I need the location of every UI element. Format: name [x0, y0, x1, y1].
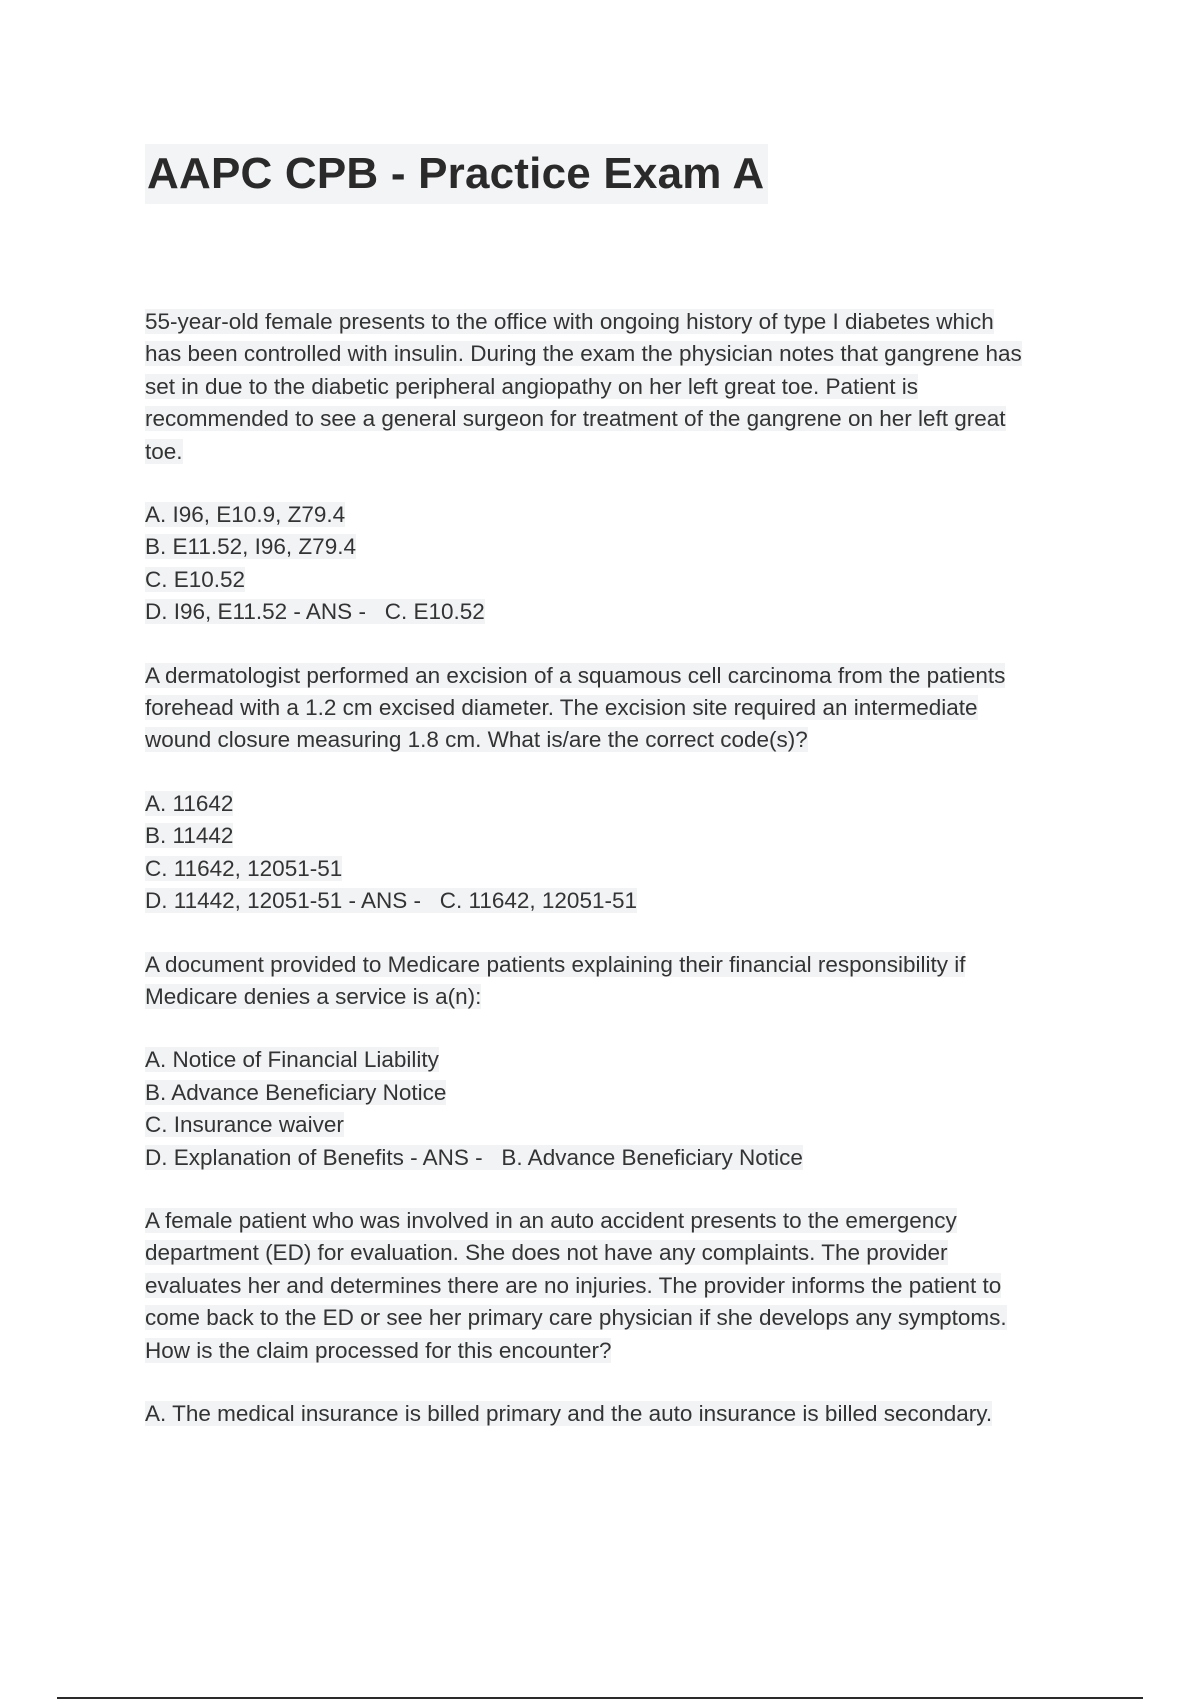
question-4-option-a: A. The medical insurance is billed primary and the auto insurance is billed secondary. [145, 1400, 993, 1426]
question-1-option-a: A. I96, E10.9, Z79.4 [145, 502, 346, 528]
question-list [145, 306, 1095, 1461]
question-1-option-c: C. E10.52 [145, 566, 246, 592]
question-1-option-b: B. E11.52, I96, Z79.4 [145, 534, 356, 560]
page-bottom-divider [57, 1697, 1143, 1699]
question-2-options [145, 788, 1095, 918]
question-4-stem-line: come back to the ED or see her primary care physician if she develops any symptoms. [145, 1305, 1007, 1331]
question-1-option-d-answer: D. I96, E11.52 - ANS - C. E10.52 [145, 599, 485, 625]
question-4-stem-line: department (ED) for evaluation. She does not have any complaints. The provider [145, 1240, 948, 1266]
question-3-stem-line: Medicare denies a service is a(n): [145, 983, 482, 1009]
question-2-option-d-answer: D. 11442, 12051-51 - ANS - C. 11642, 12051-51 [145, 888, 637, 914]
question-2-option-a: A. 11642 [145, 790, 234, 816]
question-1-stem [145, 306, 1095, 468]
question-4-stem [145, 1205, 1095, 1367]
question-4-stem-line: A female patient who was involved in an auto accident presents to the emergency [145, 1207, 957, 1233]
question-1-options [145, 499, 1095, 629]
question-3-options [145, 1044, 1095, 1174]
question-2-stem-line: wound closure measuring 1.8 cm. What is/are the correct code(s)? [145, 727, 808, 753]
question-1-stem-line: recommended to see a general surgeon for treatment of the gangrene on her left great [145, 406, 1006, 432]
question-2-option-c: C. 11642, 12051-51 [145, 855, 343, 881]
question-3-option-c: C. Insurance waiver [145, 1112, 344, 1138]
question-1-stem-line: toe. [145, 438, 183, 464]
question-1-stem-line: set in due to the diabetic peripheral angiopathy on her left great toe. Patient is [145, 373, 919, 399]
question-2-option-b: B. 11442 [145, 823, 234, 849]
question-4-options [145, 1398, 1095, 1430]
question-2-stem-line: forehead with a 1.2 cm excised diameter. The excision site required an intermediate [145, 695, 978, 721]
question-1-stem-line: has been controlled with insulin. During the exam the physician notes that gangrene has [145, 341, 1022, 367]
question-3-option-b: B. Advance Beneficiary Notice [145, 1079, 447, 1105]
question-2-stem [145, 660, 1095, 757]
question-4-stem-line: How is the claim processed for this encounter? [145, 1337, 612, 1363]
question-1-stem-line: 55-year-old female presents to the office with ongoing history of type I diabetes which [145, 309, 994, 334]
page-title: AAPC CPB - Practice Exam A [145, 144, 768, 204]
question-3-option-d-answer: D. Explanation of Benefits - ANS - B. Advance Beneficiary Notice [145, 1144, 803, 1170]
question-3-stem [145, 949, 1095, 1014]
question-3-stem-line: A document provided to Medicare patients explaining their financial responsibility if [145, 951, 966, 977]
question-3-option-a: A. Notice of Financial Liability [145, 1047, 439, 1073]
question-4-stem-line: evaluates her and determines there are no injuries. The provider informs the patient to [145, 1272, 1002, 1298]
question-2-stem-line: A dermatologist performed an excision of a squamous cell carcinoma from the patients [145, 662, 1006, 688]
